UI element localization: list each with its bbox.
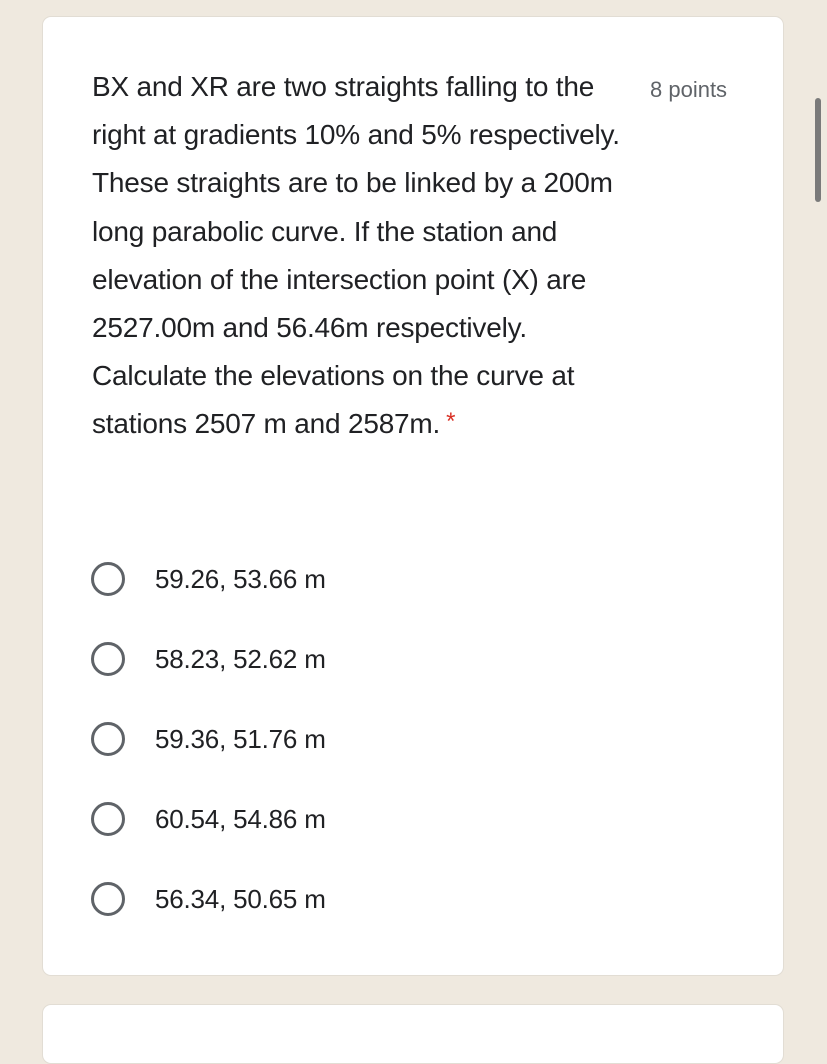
- radio-button[interactable]: [91, 802, 125, 836]
- radio-button[interactable]: [91, 722, 125, 756]
- scrollbar-thumb[interactable]: [815, 98, 821, 202]
- question-body: BX and XR are two straights falling to the right at gradients 10% and 5% respectively. These straights are to be linked by a 200m long parabolic curve. If the station and elevation of the intersection point (X) are 2527.00m and 56.46m respectively. Calculate the elevations on the curve at stations 2507 m and 2587m.: [92, 71, 620, 440]
- radio-button[interactable]: [91, 562, 125, 596]
- option-1[interactable]: [91, 539, 751, 619]
- answer-options: [91, 539, 751, 939]
- next-question-card: [42, 1004, 784, 1064]
- option-label: 56.34, 50.65 m: [155, 883, 326, 914]
- option-3[interactable]: [91, 699, 751, 779]
- option-label: 59.36, 51.76 m: [155, 723, 326, 754]
- required-asterisk: *: [446, 408, 456, 436]
- radio-button[interactable]: [91, 642, 125, 676]
- option-4[interactable]: [91, 779, 751, 859]
- question-card: [42, 16, 784, 976]
- option-label: 60.54, 54.86 m: [155, 803, 326, 834]
- question-text: [92, 63, 644, 451]
- option-5[interactable]: [91, 859, 751, 939]
- option-label: 58.23, 52.62 m: [155, 643, 326, 674]
- points-label: 8 points: [650, 77, 728, 102]
- option-label: 59.26, 53.66 m: [155, 563, 326, 594]
- radio-button[interactable]: [91, 882, 125, 916]
- option-2[interactable]: [91, 619, 751, 699]
